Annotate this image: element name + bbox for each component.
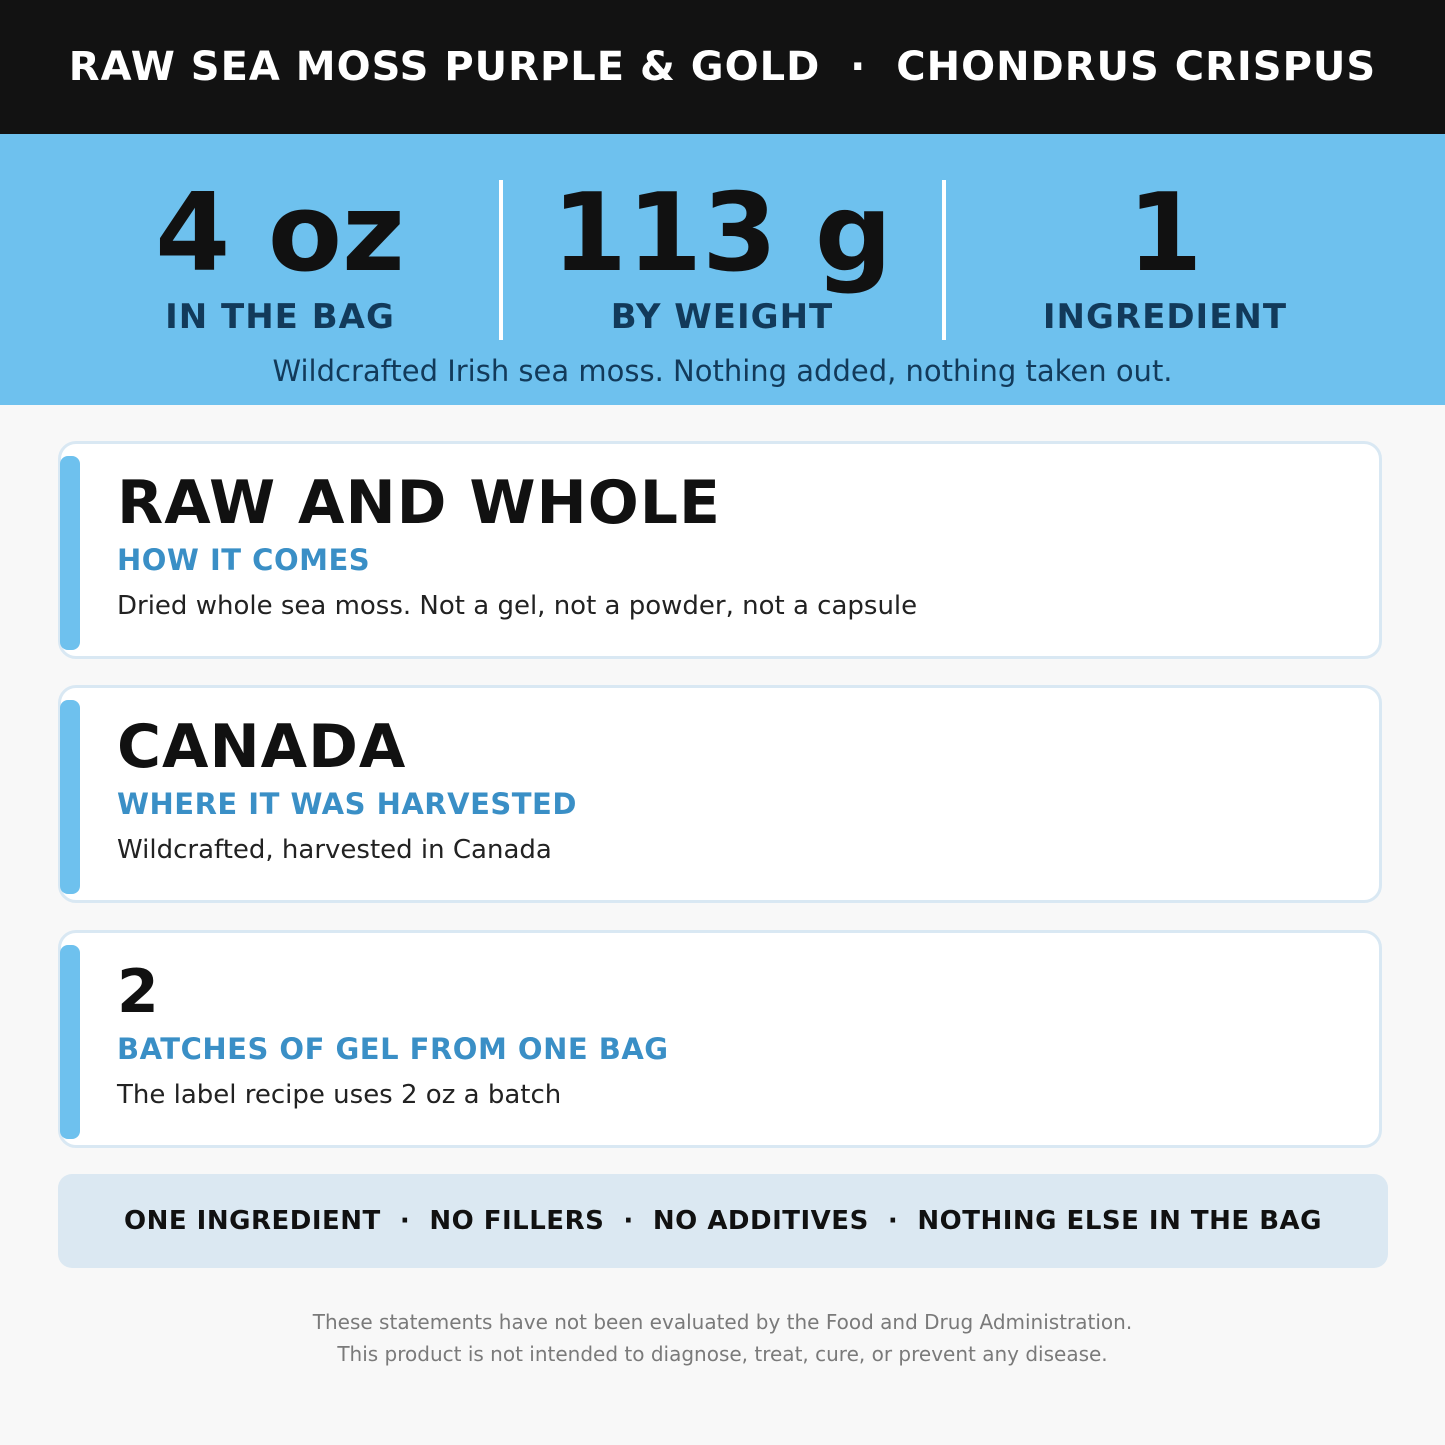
card-accent-bar [60, 945, 80, 1139]
card-description: Dried whole sea moss. Not a gel, not a powder, not a capsule [117, 591, 918, 621]
stats-caption: Wildcrafted Irish sea moss. Nothing added, nothing taken out. [272, 354, 1173, 388]
claims-text: ONE INGREDIENT · NO FILLERS · NO ADDITIVES · NOTHING ELSE IN THE BAG [124, 1206, 1322, 1236]
stat-divider [942, 180, 946, 340]
card-description: The label recipe uses 2 oz a batch [117, 1080, 562, 1110]
feature-card-origin [58, 685, 1382, 903]
product-title: RAW SEA MOSS PURPLE & GOLD · CHONDRUS CRISPUS [68, 44, 1377, 90]
card-subhead: HOW IT COMES [117, 543, 371, 577]
disclaimer-line: This product is not intended to diagnose, treat, cure, or prevent any disease. [337, 1342, 1108, 1366]
feature-card-batches [58, 930, 1382, 1148]
card-subhead: WHERE IT WAS HARVESTED [117, 787, 577, 821]
fda-disclaimer [0, 1306, 1445, 1370]
stat-value: 1 [1127, 171, 1203, 296]
stat-label: INGREDIENT [1042, 297, 1288, 337]
card-description: Wildcrafted, harvested in Canada [117, 835, 552, 865]
claims-banner [58, 1174, 1388, 1268]
card-headline: CANADA [117, 712, 407, 782]
header-bar [0, 0, 1445, 134]
card-accent-bar [60, 456, 80, 650]
stat-label: IN THE BAG [165, 297, 395, 337]
feature-card-form [58, 441, 1382, 659]
stat-value: 113 g [551, 171, 893, 296]
card-subhead: BATCHES OF GEL FROM ONE BAG [117, 1032, 669, 1066]
card-headline: RAW AND WHOLE [117, 468, 721, 538]
disclaimer-line: These statements have not been evaluated by the Food and Drug Administration. [312, 1310, 1133, 1334]
card-headline: 2 [117, 957, 160, 1027]
card-accent-bar [60, 700, 80, 894]
stats-panel [0, 134, 1445, 405]
stat-label: BY WEIGHT [610, 297, 834, 337]
stat-value: 4 oz [155, 171, 405, 296]
stat-divider [499, 180, 503, 340]
